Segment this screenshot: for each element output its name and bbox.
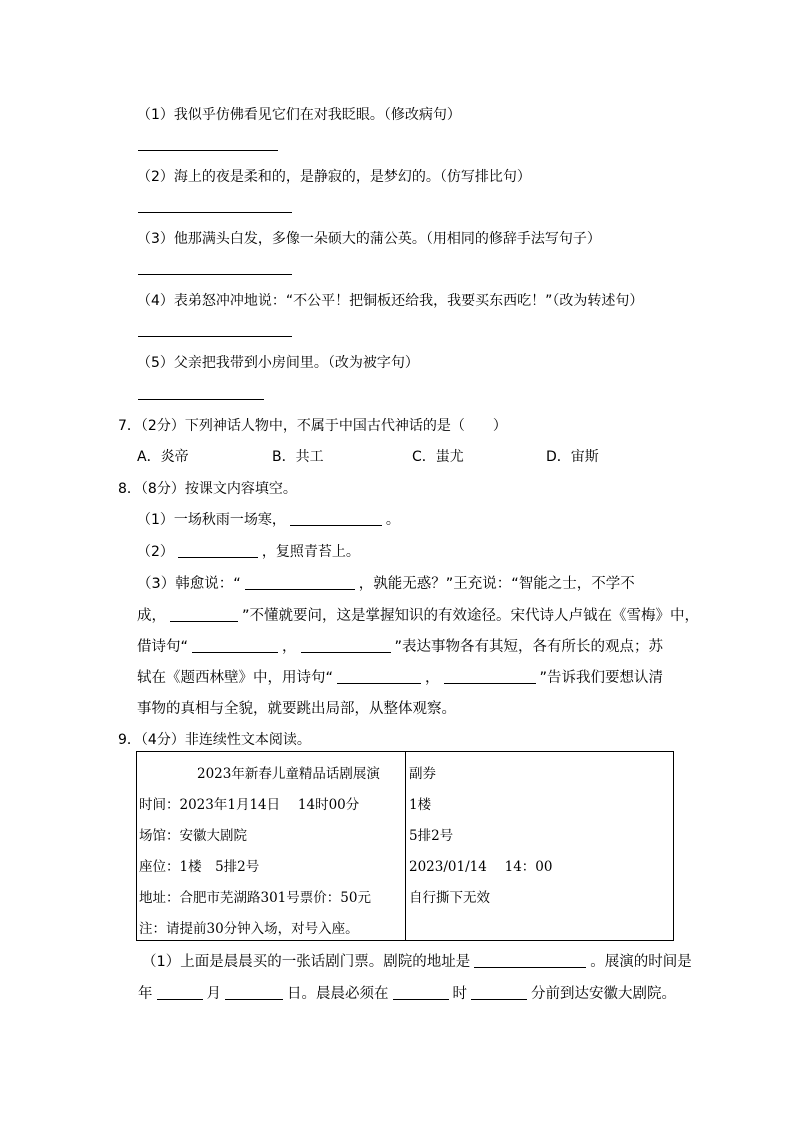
q7-option-d[interactable]: D．宙斯: [546, 449, 599, 465]
q8-part-3-text: ，: [425, 670, 440, 686]
q9-sub1-text: 。展演的时间是: [590, 954, 692, 970]
q9-sub1-text: 分前到达安徽大剧院。: [531, 986, 676, 1002]
q8-part-1-end: 。: [385, 512, 400, 528]
ticket-address-price: 地址：合肥市芜湖路301号票价：50元: [139, 890, 371, 906]
q8-part-3-text: （3）韩愈说：“: [137, 576, 241, 592]
stub-title: 副券: [409, 766, 436, 782]
q6-item-3: （3）他那满头白发，多像一朵硕大的蒲公英。（用相同的修辞手法写句子）: [137, 231, 601, 247]
stub-note: 自行撕下无效: [409, 890, 490, 906]
q8-part-3-text: ，: [282, 639, 297, 655]
ticket-seat: 座位：1楼 5排2号: [139, 859, 260, 875]
q7-option-a[interactable]: A．炎帝: [137, 449, 189, 465]
q8-part-3-line-2: [137, 604, 699, 625]
q8-part-3-line-4: [137, 666, 663, 687]
q8-part-3-text: 借诗句“: [137, 639, 189, 655]
fill-blank[interactable]: [290, 511, 382, 526]
fill-blank[interactable]: [170, 607, 238, 622]
q8-part-3-text: ”告诉我们要想认清: [539, 670, 664, 686]
q9-sub1-text: 时: [452, 986, 467, 1002]
ticket-divider: [405, 752, 406, 940]
fill-blank[interactable]: [192, 638, 278, 653]
q8-part-3-line-1: [137, 572, 635, 593]
q8-part-3-line-3: [137, 635, 663, 656]
answer-line[interactable]: [138, 150, 278, 151]
answer-line[interactable]: [138, 399, 264, 400]
stub-floor: 1楼: [409, 797, 432, 813]
q8-part-3-text: ”不懂就要问，这是掌握知识的有效途径。宋代诗人卢钺在《雪梅》中，: [242, 608, 700, 624]
q8-part-3-line-5: 事物的真相与全貌，就要跳出局部，从整体观察。: [137, 701, 456, 717]
q8-stem: 8．（8分）按课文内容填空。: [118, 481, 297, 497]
q9-sub1-text: 年: [138, 986, 153, 1002]
q6-item-4: （4）表弟怒冲冲地说：“不公平！把铜板还给我，我要买东西吃！”（改为转述句）: [137, 293, 644, 309]
stub-datetime: 2023/01/14 14：00: [409, 859, 553, 875]
answer-line[interactable]: [138, 274, 292, 275]
q7-option-c[interactable]: C．蚩尤: [412, 449, 464, 465]
stub-seat: 5排2号: [409, 828, 454, 844]
theater-ticket: [136, 751, 674, 941]
fill-blank[interactable]: [178, 543, 258, 558]
q6-item-1: （1）我似乎仿佛看见它们在对我眨眼。（修改病句）: [137, 107, 461, 123]
ticket-note: 注：请提前30分钟入场，对号入座。: [139, 921, 359, 937]
fill-blank[interactable]: [474, 953, 586, 968]
fill-blank[interactable]: [393, 985, 449, 1000]
q8-part-3-text: 轼在《题西林壁》中，用诗句“: [137, 670, 334, 686]
answer-line[interactable]: [138, 336, 292, 337]
q7-stem: 7．（2分）下列神话人物中，不属于中国古代神话的是（ ）: [118, 418, 507, 434]
fill-blank[interactable]: [301, 638, 391, 653]
q6-item-2: （2）海上的夜是柔和的，是静寂的，是梦幻的。（仿写排比句）: [137, 169, 531, 185]
ticket-title: 2023年新春儿童精品话剧展演: [197, 766, 380, 782]
q8-part-1-text: （1）一场秋雨一场寒，: [137, 512, 286, 528]
q8-part-2: [137, 541, 360, 561]
ticket-time: 时间：2023年1月14日 14时00分: [139, 797, 360, 813]
fill-blank[interactable]: [245, 575, 355, 590]
fill-blank[interactable]: [337, 669, 421, 684]
q8-part-2-end: ，复照青苔上。: [261, 544, 360, 560]
q9-stem: 9．（4分）非连续性文本阅读。: [118, 732, 311, 748]
q8-part-1: [137, 509, 400, 529]
q8-part-2-text: （2）: [137, 544, 174, 560]
q9-sub1-text: 日。晨晨必须在: [287, 986, 389, 1002]
q9-sub1-line-1: [142, 950, 692, 971]
q9-sub1-line-2: [138, 982, 676, 1003]
q8-part-3-text: ，孰能无惑？”王充说：“智能之士，不学不: [358, 576, 635, 592]
fill-blank[interactable]: [471, 985, 527, 1000]
fill-blank[interactable]: [157, 985, 203, 1000]
fill-blank[interactable]: [225, 985, 283, 1000]
q8-part-3-text: ”表达事物各有其短，各有所长的观点；苏: [394, 639, 664, 655]
q6-item-5: （5）父亲把我带到小房间里。（改为被字句）: [137, 355, 419, 371]
q8-part-3-text: 成，: [137, 608, 166, 624]
fill-blank[interactable]: [444, 669, 536, 684]
q7-option-b[interactable]: B．共工: [272, 449, 324, 465]
answer-line[interactable]: [138, 212, 292, 213]
q9-sub1-text: （1）上面是晨晨买的一张话剧门票。剧院的地址是: [142, 954, 471, 970]
q9-sub1-text: 月: [206, 986, 221, 1002]
ticket-venue: 场馆：安徽大剧院: [139, 828, 247, 844]
